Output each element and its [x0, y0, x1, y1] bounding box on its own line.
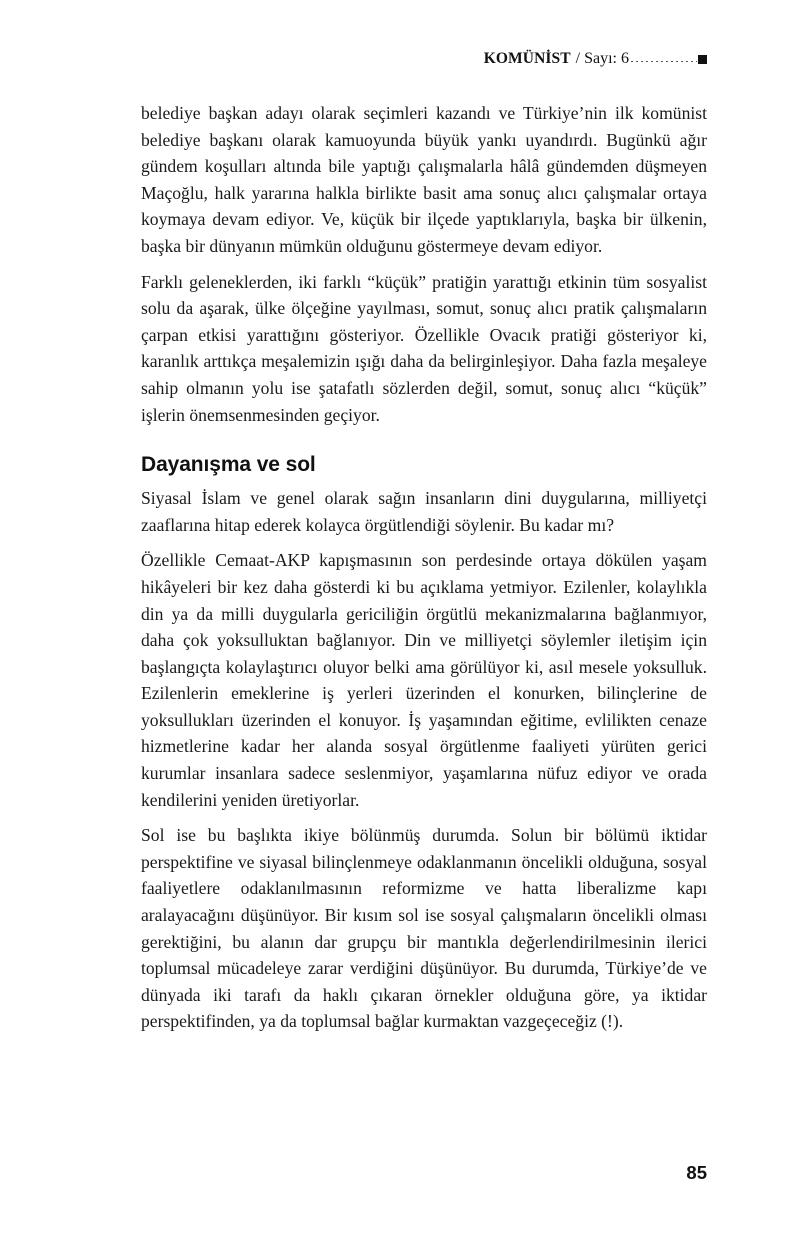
paragraph: Siyasal İslam ve genel olarak sağın insanların dini duygularına, milliyetçi zaaflarına hitap ederek kolayca örgütlendiği söylenir. Bu kadar mı? [141, 488, 707, 535]
square-marker-icon [698, 55, 707, 64]
header-separator: / [575, 50, 581, 67]
paragraph: Sol ise bu başlıkta ikiye bölünmüş durumda. Solun bir bölümü iktidar perspektifine ve siyasal bilinçlenmeye odaklanmanın öncelikli olduğuna, sosyal faaliyetlere odaklanılmasının reformizme ve hatta liberalizme kapı aralayacağını düşünüyor. Bir kısım sol ise sosyal çalışmaların öncelikli olması gerektiğini, bu alanın dar grupçu bir mantıkla değerlendirilmesinin ilerici toplumsal mücadeleye zarar verdiğini düşünüyor. Bu durumda, Türkiye’de ve dünyada iki tarafı da haklı çıkaran örnekler olduğuna göre, ya iktidar perspektifinden, ya da toplumsal bağlar kurmaktan vazgeçeceğiz (!). [141, 825, 707, 1032]
header-issue-number: Sayı: 6 [584, 50, 629, 67]
article-body [141, 100, 707, 1035]
paragraph: Özellikle Cemaat-AKP kapışmasının son perdesinde ortaya dökülen yaşam hikâyeleri bir kez daha gösterdi ki bu açıklama yetmiyor. Ezilenler, kolaylıkla din ya da milli duygularla gericiliğin örgütlü mekanizmalarına bağlanmıyor, daha çok yoksulluktan bağlanıyor. Din ve milliyetçi söylemler iletişim için başlangıçta kolaylaştırıcı oluyor belki ama görülüyor ki, asıl mesele yoksulluk. Ezilenlerin emeklerine iş yerleri üzerinden el konurken, bilinçlerine de yoksullukları üzerinden el konuyor. İş yaşamından eğitime, evlilikten cenaze hizmetlerine kadar her alanda sosyal örgütlenme faaliyeti yürüten gerici kurumlar insanlara sadece seslenmiyor, yaşamlarına nüfuz ediyor ve orada kendilerini yeniden üretiyorlar. [141, 550, 707, 810]
section-heading: Dayanışma ve sol [141, 453, 316, 477]
page-number: 85 [686, 1162, 707, 1183]
header-journal-title: KOMÜNİST [483, 50, 571, 67]
paragraph: Farklı geleneklerden, iki farklı “küçük” pratiğin yarattığı etkinin tüm sosyalist solu da aşarak, ülke ölçeğine yayılması, somut, sonuç alıcı pratik çalışmaların çarpan etkisi yarattığını gösteriyor. Özellikle Ovacık pratiği gösteriyor ki, karanlık arttıkça meşalemizin ışığı daha da belirginleşiyor. Daha fazla meşaleye sahip olmanın yolu ise şatafatlı sözlerden değil, somut, sonuç alıcı “küçük” işlerin önemsenmesinden geçiyor. [141, 271, 707, 425]
paragraph: belediye başkan adayı olarak seçimleri kazandı ve Türkiye’nin ilk komünist belediye başkanı olarak kamuoyunda büyük yankı uyandırdı. Bugünkü ağır gündem koşulları altında bile yaptığı çalışmalarla hâlâ gündemden düşmeyen Maçoğlu, halk yararına halkla birlikte basit ama sonuç alıcı çalışmalar ortaya koymaya devam ediyor. Ve, küçük bir ilçede yaptıklarıyla, başka bir ülkenin, başka bir dünyanın mümkün olduğunu göstermeye devam ediyor. [141, 103, 707, 256]
dotted-leader-icon [631, 61, 697, 62]
running-header [141, 47, 707, 71]
